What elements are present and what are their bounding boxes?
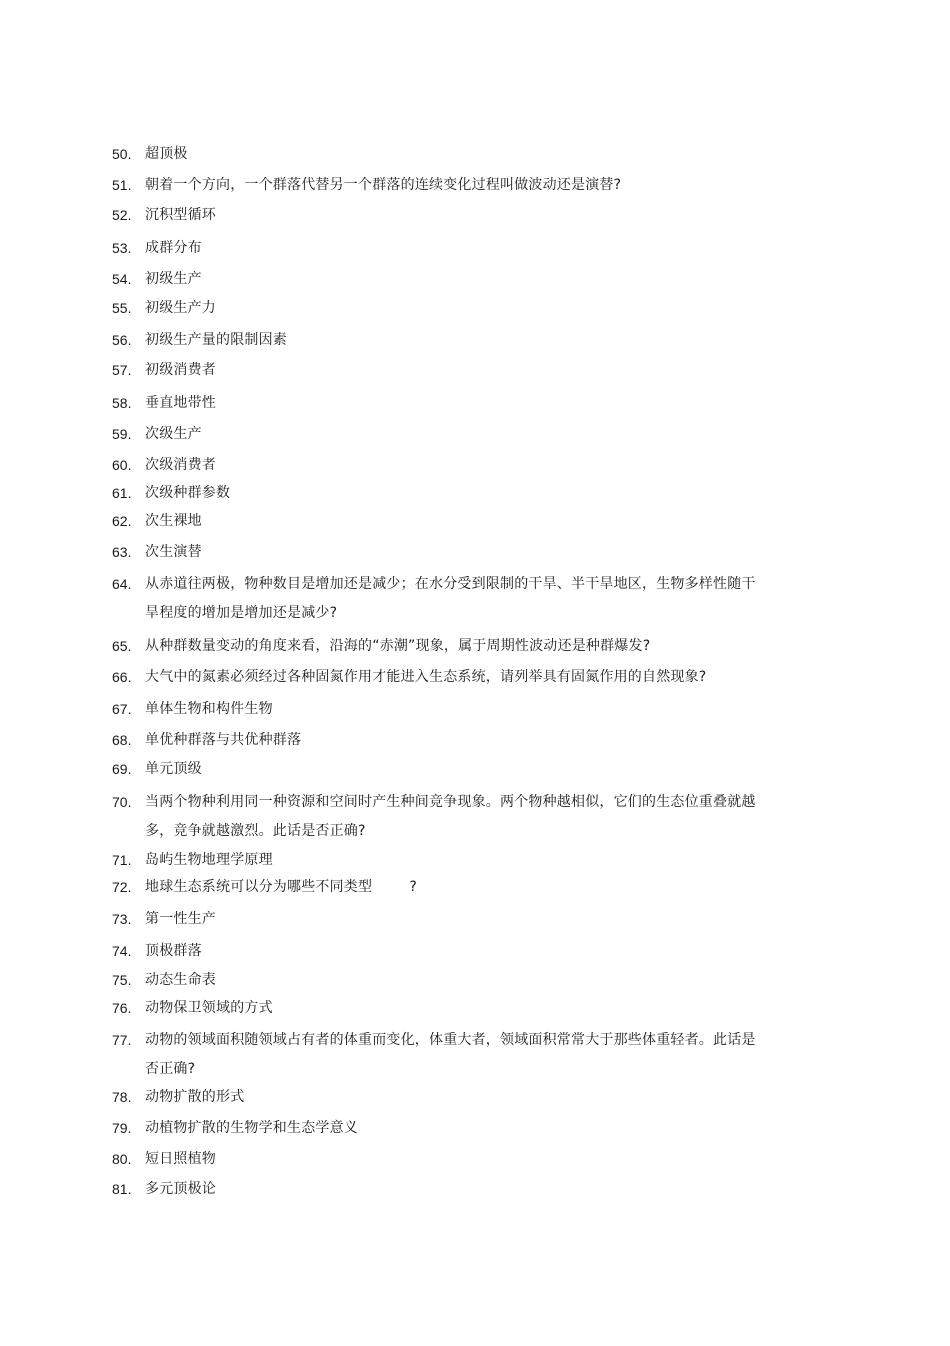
list-item: [112, 234, 772, 263]
item-number: 69.: [112, 761, 132, 777]
item-text: 顶极群落: [145, 943, 202, 959]
list-item: [112, 966, 772, 995]
item-text: 沉积型循环: [145, 207, 216, 223]
list-item: [112, 451, 772, 480]
list-item: [112, 265, 772, 294]
item-number: 62.: [112, 513, 132, 529]
item-text: 动植物扩散的生物学和生态学意义: [145, 1120, 358, 1136]
list-item: [112, 905, 772, 934]
item-number: 59.: [112, 426, 132, 442]
item-number: 75.: [112, 972, 132, 988]
item-number: 57.: [112, 362, 132, 378]
list-item: [112, 538, 772, 567]
list-item: [112, 294, 772, 323]
item-text: 垂直地带性: [145, 395, 216, 411]
item-number: 72.: [112, 879, 132, 895]
list-item: [112, 1026, 772, 1084]
item-text: 初级生产: [145, 271, 202, 287]
list-item: [112, 420, 772, 449]
item-text: 动物扩散的形式: [145, 1089, 245, 1105]
item-number: 79.: [112, 1120, 132, 1136]
item-number: 68.: [112, 732, 132, 748]
item-text: 初级生产力: [145, 300, 216, 316]
item-number: 65.: [112, 638, 132, 654]
list-item: [112, 663, 772, 692]
item-number: 80.: [112, 1151, 132, 1167]
list-item: [112, 632, 772, 661]
item-text: 动物保卫领域的方式: [145, 1000, 273, 1016]
item-number: 58.: [112, 395, 132, 411]
list-item: [112, 726, 772, 755]
item-text: 成群分布: [145, 240, 202, 256]
item-number: 77.: [112, 1032, 132, 1048]
item-number: 70.: [112, 794, 132, 810]
list-item: [112, 755, 772, 784]
item-text: 第一性生产: [145, 911, 216, 927]
item-text: 动态生命表: [145, 972, 216, 988]
item-number: 56.: [112, 332, 132, 348]
item-number: 66.: [112, 669, 132, 685]
list-item: [112, 1114, 772, 1143]
list-item: [112, 356, 772, 385]
item-text: 超顶极: [145, 146, 188, 162]
item-text: 地球生态系统可以分为哪些不同类型 ?: [145, 879, 418, 895]
item-text: 岛屿生物地理学原理: [145, 852, 273, 868]
item-text: 短日照植物: [145, 1151, 216, 1167]
item-number: 81.: [112, 1181, 132, 1197]
item-text: 次级种群参数: [145, 485, 231, 501]
list-item: [112, 570, 772, 628]
item-text: 多元顶极论: [145, 1181, 216, 1197]
item-number: 50.: [112, 146, 132, 162]
item-number: 64.: [112, 576, 132, 592]
item-number: 73.: [112, 911, 132, 927]
list-item: [112, 326, 772, 355]
item-number: 61.: [112, 485, 132, 501]
item-number: 63.: [112, 544, 132, 560]
list-item: [112, 994, 772, 1023]
item-text: 朝着一个方向，一个群落代替另一个群落的连续变化过程叫做波动还是演替?: [145, 177, 622, 193]
item-number: 60.: [112, 457, 132, 473]
item-text: 当两个物种利用同一种资源和空间时产生种间竞争现象。两个物种越相似，它们的生态位重叠就越多，竞争就越激烈。此话是否正确?: [145, 794, 756, 839]
list-item: [112, 171, 772, 200]
item-text: 次生演替: [145, 544, 202, 560]
item-number: 55.: [112, 300, 132, 316]
item-text: 从赤道往两极，物种数目是增加还是减少；在水分受到限制的干旱、半干旱地区，生物多样性随干旱程度的增加是增加还是减少?: [145, 576, 756, 621]
list-item: [112, 201, 772, 230]
item-text: 从种群数量变动的角度来看，沿海的“赤潮”现象，属于周期性波动还是种群爆发?: [145, 638, 651, 654]
item-number: 76.: [112, 1000, 132, 1016]
list-item: [112, 846, 772, 875]
item-number: 74.: [112, 943, 132, 959]
list-item: [112, 479, 772, 508]
item-number: 71.: [112, 852, 132, 868]
item-text: 初级消费者: [145, 362, 216, 378]
list-item: [112, 873, 772, 902]
item-text: 动物的领域面积随领域占有者的体重而变化，体重大者，领域面积常常大于那些体重轻者。此话是否正确?: [145, 1032, 756, 1077]
item-number: 54.: [112, 271, 132, 287]
list-item: [112, 1083, 772, 1112]
item-text: 单体生物和构件生物: [145, 701, 273, 717]
item-number: 78.: [112, 1089, 132, 1105]
item-text: 大气中的氮素必须经过各种固氮作用才能进入生态系统，请列举具有固氮作用的自然现象?: [145, 669, 707, 685]
item-text: 单优种群落与共优种群落: [145, 732, 302, 748]
list-item: [112, 937, 772, 966]
item-number: 52.: [112, 207, 132, 223]
item-text: 初级生产量的限制因素: [145, 332, 287, 348]
item-text: 单元顶级: [145, 761, 202, 777]
list-item: [112, 1145, 772, 1174]
item-number: 67.: [112, 701, 132, 717]
item-text: 次级消费者: [145, 457, 216, 473]
item-text: 次生裸地: [145, 513, 202, 529]
list-item: [112, 695, 772, 724]
list-item: [112, 788, 772, 846]
list-item: [112, 140, 772, 169]
item-text: 次级生产: [145, 426, 202, 442]
item-number: 51.: [112, 177, 132, 193]
list-item: [112, 1175, 772, 1204]
item-number: 53.: [112, 240, 132, 256]
list-item: [112, 389, 772, 418]
list-item: [112, 507, 772, 536]
